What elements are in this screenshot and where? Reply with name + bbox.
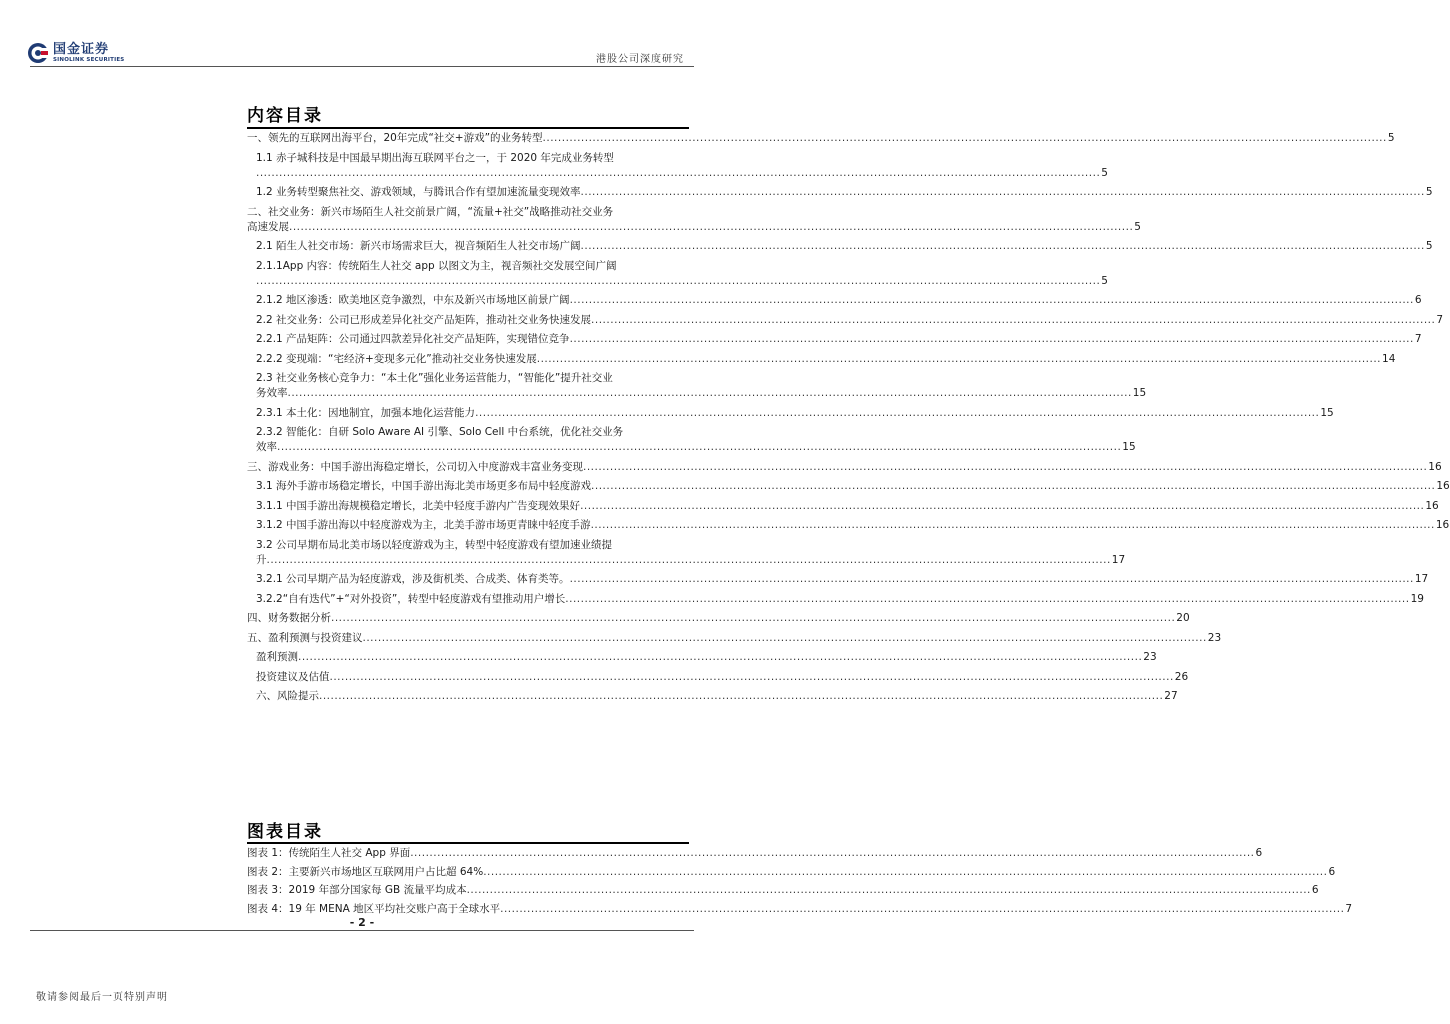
figure-entry[interactable] bbox=[247, 846, 1263, 861]
sinolink-logo-icon bbox=[27, 42, 49, 64]
toc-entry-text: 3.2 公司早期布局北美市场以轻度游戏为主，转型中轻度游戏有望加速业绩提 bbox=[256, 538, 613, 551]
toc-page-number: 15 bbox=[1320, 406, 1334, 419]
toc-leader-line bbox=[256, 386, 1147, 401]
toc-entry-text: 四、财务数据分析 bbox=[247, 612, 331, 624]
toc-line bbox=[256, 352, 1396, 367]
toc-page-number: 6 bbox=[1311, 884, 1319, 896]
toc-leader-line bbox=[256, 274, 1108, 289]
header-divider bbox=[30, 66, 694, 67]
toc-line bbox=[256, 670, 1189, 685]
logo-chinese-name: 国金证券 bbox=[53, 41, 110, 57]
logo-english-name: SINOLINK SECURITIES bbox=[53, 56, 125, 63]
toc-entry-text: 2.1.1App 内容：传统陌生人社交 app 以图文为主，视音频社交发展空间广阔 bbox=[256, 259, 617, 272]
toc-line bbox=[256, 592, 1424, 607]
toc-leader-dots: ............................................................................................................................................................................................................................ bbox=[475, 406, 1320, 419]
toc-entry-text: 二、社交业务：新兴市场陌生人社交前景广阔，“流量+社交”战略推动社交业务 bbox=[247, 205, 614, 218]
toc-entry[interactable] bbox=[247, 185, 1433, 200]
toc-line bbox=[247, 865, 1336, 880]
toc-line bbox=[256, 332, 1422, 347]
toc-page-number: 23 bbox=[1143, 651, 1157, 663]
sinolink-logo bbox=[27, 42, 124, 64]
figure-list-title: 图表目录 bbox=[247, 822, 323, 842]
toc-entry-text: 图表 1：传统陌生人社交 App 界面 bbox=[247, 847, 411, 859]
toc-leader-dots: ............................................................................................................................................................................................................................ bbox=[536, 352, 1382, 365]
toc-page-number: 26 bbox=[1174, 670, 1189, 683]
toc-leader-dots: ............................................................................................................................................................................................................................ bbox=[569, 573, 1414, 585]
toc-entry-text: 2.2 社交业务：公司已形成差异化社交产品矩阵，推动社交业务快速发展 bbox=[256, 313, 592, 326]
toc-leader-dots: ............................................................................................................................................................................................................................ bbox=[590, 519, 1435, 531]
toc-entry[interactable] bbox=[247, 479, 1450, 494]
toc-entry-text: 3.2.1 公司早期产品为轻度游戏，涉及街机类、合成类、体育类等。 bbox=[256, 573, 570, 585]
toc-page-number: 5 bbox=[1425, 186, 1433, 198]
toc-entry-text: 3.1.2 中国手游出海以中轻度游戏为主，北美手游市场更青睐中轻度手游 bbox=[256, 519, 591, 531]
toc-leader-dots: ............................................................................................................................................................................................................................ bbox=[289, 220, 1134, 233]
toc-leader-dots: ............................................................................................................................................................................................................................ bbox=[591, 480, 1436, 492]
page-header bbox=[0, 0, 724, 70]
toc-page-number: 23 bbox=[1207, 631, 1222, 644]
toc-line bbox=[256, 479, 1450, 494]
toc-line bbox=[247, 883, 1319, 898]
toc-line bbox=[256, 293, 1422, 308]
toc-line bbox=[256, 313, 1444, 328]
report-type: 港股公司深度研究 bbox=[596, 54, 684, 65]
toc-entry-text: 五、盈利预测与投资建议 bbox=[247, 631, 363, 644]
toc-leader-dots: ............................................................................................................................................................................................................................ bbox=[591, 313, 1436, 326]
toc-page-number: 17 bbox=[1414, 573, 1429, 585]
disclaimer-note: 敬请参阅最后一页特别声明 bbox=[36, 992, 168, 1003]
toc-page-number: 19 bbox=[1410, 592, 1424, 605]
toc-entry[interactable] bbox=[247, 259, 1108, 289]
footer-divider bbox=[30, 930, 694, 931]
toc-entry[interactable] bbox=[247, 371, 1147, 401]
toc-leader-dots: ............................................................................................................................................................................................................................ bbox=[287, 387, 1132, 399]
toc-page-number: 16 bbox=[1428, 460, 1442, 473]
toc-entry[interactable] bbox=[247, 650, 1157, 665]
figure-entry[interactable] bbox=[247, 902, 1353, 917]
toc-entry[interactable] bbox=[247, 592, 1424, 607]
toc-leader-dots: ............................................................................................................................................................................................................................ bbox=[580, 499, 1425, 512]
toc-entry[interactable] bbox=[247, 611, 1190, 626]
toc-line bbox=[247, 631, 1222, 646]
toc-entry[interactable] bbox=[247, 352, 1396, 367]
toc-line bbox=[256, 572, 1429, 587]
toc-line bbox=[256, 406, 1334, 421]
page-number: - 2 - bbox=[349, 916, 375, 929]
toc-page-number: 5 bbox=[1101, 274, 1108, 287]
toc-leader-dots: ............................................................................................................................................................................................................................ bbox=[466, 884, 1311, 896]
toc-entry-text: 2.2.2 变现端：“宅经济+变现多元化”推动社交业务快速发展 bbox=[256, 352, 537, 365]
toc-entry[interactable] bbox=[247, 518, 1450, 533]
toc-line bbox=[247, 460, 1442, 475]
toc-leader-dots: ............................................................................................................................................................................................................................ bbox=[410, 847, 1255, 859]
toc-entry[interactable] bbox=[247, 670, 1189, 685]
toc-page-number: 5 bbox=[1425, 240, 1433, 252]
toc-entry[interactable] bbox=[247, 499, 1439, 514]
toc-line bbox=[256, 239, 1433, 254]
figure-list bbox=[247, 846, 1353, 920]
toc-entry[interactable] bbox=[247, 425, 1136, 455]
toc-leader-dots: ............................................................................................................................................................................................................................ bbox=[256, 274, 1101, 287]
toc-entry-continuation: 效率 bbox=[256, 441, 277, 453]
toc-entry-text: 三、游戏业务：中国手游出海稳定增长，公司切入中度游戏丰富业务变现 bbox=[247, 460, 583, 473]
toc-page-number: 6 bbox=[1255, 847, 1263, 859]
toc-entry[interactable] bbox=[247, 293, 1422, 308]
toc-leader-dots: ............................................................................................................................................................................................................................ bbox=[483, 865, 1328, 878]
toc-title-rule bbox=[247, 127, 689, 129]
toc-leader-line bbox=[256, 166, 1108, 181]
toc-entry[interactable] bbox=[247, 205, 1141, 235]
toc-entry-text: 图表 3：2019 年部分国家每 GB 流量平均成本 bbox=[247, 884, 467, 896]
toc-page-number: 6 bbox=[1328, 865, 1336, 878]
toc-leader-dots: ............................................................................................................................................................................................................................ bbox=[542, 132, 1387, 144]
toc-page-number: 15 bbox=[1122, 441, 1136, 453]
toc-entry[interactable] bbox=[247, 332, 1422, 347]
figure-title-rule bbox=[247, 842, 689, 844]
toc-line bbox=[256, 650, 1157, 665]
toc-entry-text: 1.1 赤子城科技是中国最早期出海互联网平台之一，于 2020 年完成业务转型 bbox=[256, 151, 614, 164]
toc-entry-text: 投资建议及估值 bbox=[256, 670, 330, 683]
toc-page-number: 5 bbox=[1101, 166, 1108, 179]
toc-page-number: 5 bbox=[1134, 220, 1141, 233]
toc-page-number: 14 bbox=[1382, 352, 1396, 365]
toc-leader-dots: ............................................................................................................................................................................................................................ bbox=[569, 294, 1414, 306]
toc-entry-text: 2.3.2 智能化：自研 Solo Aware AI 引擎、Solo Cell 中台系统，优化社交业务 bbox=[256, 426, 624, 438]
toc-entry-text: 3.1.1 中国手游出海规模稳定增长，北美中轻度手游内广告变现效果好 bbox=[256, 499, 581, 512]
toc-entry-text: 图表 4：19 年 MENA 地区平均社交账户高于全球水平 bbox=[247, 902, 501, 915]
toc-entry-text: 1.2 业务转型聚焦社交、游戏领域，与腾讯合作有望加速流量变现效率 bbox=[256, 186, 581, 198]
toc-page-number: 16 bbox=[1436, 480, 1450, 492]
toc-line bbox=[247, 611, 1190, 626]
toc-entry[interactable] bbox=[247, 406, 1334, 421]
toc-line bbox=[247, 131, 1395, 146]
toc-leader-dots: ............................................................................................................................................................................................................................ bbox=[580, 186, 1425, 198]
toc-page-number: 7 bbox=[1436, 313, 1444, 326]
toc-entry-text: 盈利预测 bbox=[256, 651, 298, 663]
toc-leader-line bbox=[256, 440, 1136, 455]
toc-entry[interactable] bbox=[247, 631, 1222, 646]
toc-leader-line bbox=[256, 553, 1126, 568]
toc-entry[interactable] bbox=[247, 239, 1433, 254]
toc-entry-text: 一、领先的互联网出海平台，20年完成“社交+游戏”的业务转型 bbox=[247, 132, 543, 144]
toc-page-number: 6 bbox=[1414, 294, 1422, 306]
toc-leader-dots: ............................................................................................................................................................................................................................ bbox=[298, 651, 1143, 663]
toc-entry-continuation: 升 bbox=[256, 553, 267, 566]
toc-entry[interactable] bbox=[247, 460, 1442, 475]
toc-entry-text: 六、风险提示 bbox=[256, 690, 319, 702]
toc-entry[interactable] bbox=[247, 538, 1126, 568]
toc-entry-text: 3.1 海外手游市场稳定增长，中国手游出海北美市场更多布局中轻度游戏 bbox=[256, 480, 592, 492]
toc-leader-line bbox=[247, 220, 1141, 235]
toc-entry[interactable] bbox=[247, 151, 1108, 181]
toc-page-number: 27 bbox=[1164, 690, 1178, 702]
toc-line bbox=[247, 902, 1353, 917]
toc-leader-dots: ............................................................................................................................................................................................................................ bbox=[565, 592, 1410, 605]
toc-page-number: 20 bbox=[1176, 612, 1190, 624]
toc-leader-dots: ............................................................................................................................................................................................................................ bbox=[329, 670, 1174, 683]
table-of-contents bbox=[247, 131, 1450, 709]
toc-entry-text: 2.1 陌生人社交市场：新兴市场需求巨大，视音频陌生人社交市场广阔 bbox=[256, 240, 581, 252]
figure-entry[interactable] bbox=[247, 883, 1319, 898]
toc-entry-text: 2.3 社交业务核心竞争力：“本土化”强化业务运营能力，“智能化”提升社交业 bbox=[256, 372, 613, 384]
toc-page-number: 16 bbox=[1435, 519, 1450, 531]
toc-leader-dots: ............................................................................................................................................................................................................................ bbox=[331, 612, 1176, 624]
toc-line bbox=[256, 185, 1433, 200]
toc-page-number: 15 bbox=[1132, 387, 1147, 399]
figure-entry[interactable] bbox=[247, 865, 1336, 880]
toc-entry-continuation: 务效率 bbox=[256, 387, 288, 399]
toc-entry[interactable] bbox=[247, 313, 1444, 328]
toc-leader-dots: ............................................................................................................................................................................................................................ bbox=[580, 240, 1425, 252]
toc-leader-dots: ............................................................................................................................................................................................................................ bbox=[569, 333, 1414, 345]
toc-leader-dots: ............................................................................................................................................................................................................................ bbox=[500, 902, 1345, 915]
toc-page-number: 7 bbox=[1414, 333, 1422, 345]
toc-title: 内容目录 bbox=[247, 106, 323, 126]
toc-line bbox=[247, 846, 1263, 861]
toc-entry-text: 3.2.2“自有迭代”+“对外投资”，转型中轻度游戏有望推动用户增长 bbox=[256, 592, 566, 605]
toc-leader-dots: ............................................................................................................................................................................................................................ bbox=[583, 460, 1428, 473]
toc-entry[interactable] bbox=[247, 572, 1429, 587]
toc-line bbox=[256, 518, 1450, 533]
toc-leader-dots: ............................................................................................................................................................................................................................ bbox=[277, 441, 1122, 453]
toc-entry[interactable] bbox=[247, 131, 1395, 146]
toc-line bbox=[256, 689, 1178, 704]
toc-page-number: 7 bbox=[1345, 902, 1353, 915]
toc-leader-dots: ............................................................................................................................................................................................................................ bbox=[256, 166, 1101, 179]
toc-entry-text: 图表 2：主要新兴市场地区互联网用户占比超 64% bbox=[247, 865, 484, 878]
toc-entry-text: 2.1.2 地区渗透：欧美地区竞争激烈，中东及新兴市场地区前景广阔 bbox=[256, 294, 570, 306]
toc-entry[interactable] bbox=[247, 689, 1178, 704]
toc-leader-dots: ............................................................................................................................................................................................................................ bbox=[319, 690, 1164, 702]
toc-page-number: 16 bbox=[1425, 499, 1439, 512]
toc-line bbox=[256, 499, 1439, 514]
toc-page-number: 17 bbox=[1111, 553, 1126, 566]
toc-leader-dots: ............................................................................................................................................................................................................................ bbox=[266, 553, 1111, 566]
toc-entry-text: 2.2.1 产品矩阵：公司通过四款差异化社交产品矩阵，实现错位竞争 bbox=[256, 333, 570, 345]
toc-leader-dots: ............................................................................................................................................................................................................................ bbox=[362, 631, 1207, 644]
toc-entry-text: 2.3.1 本土化：因地制宜，加强本地化运营能力 bbox=[256, 406, 476, 419]
toc-page-number: 5 bbox=[1387, 132, 1395, 144]
toc-entry-continuation: 高速发展 bbox=[247, 220, 289, 233]
